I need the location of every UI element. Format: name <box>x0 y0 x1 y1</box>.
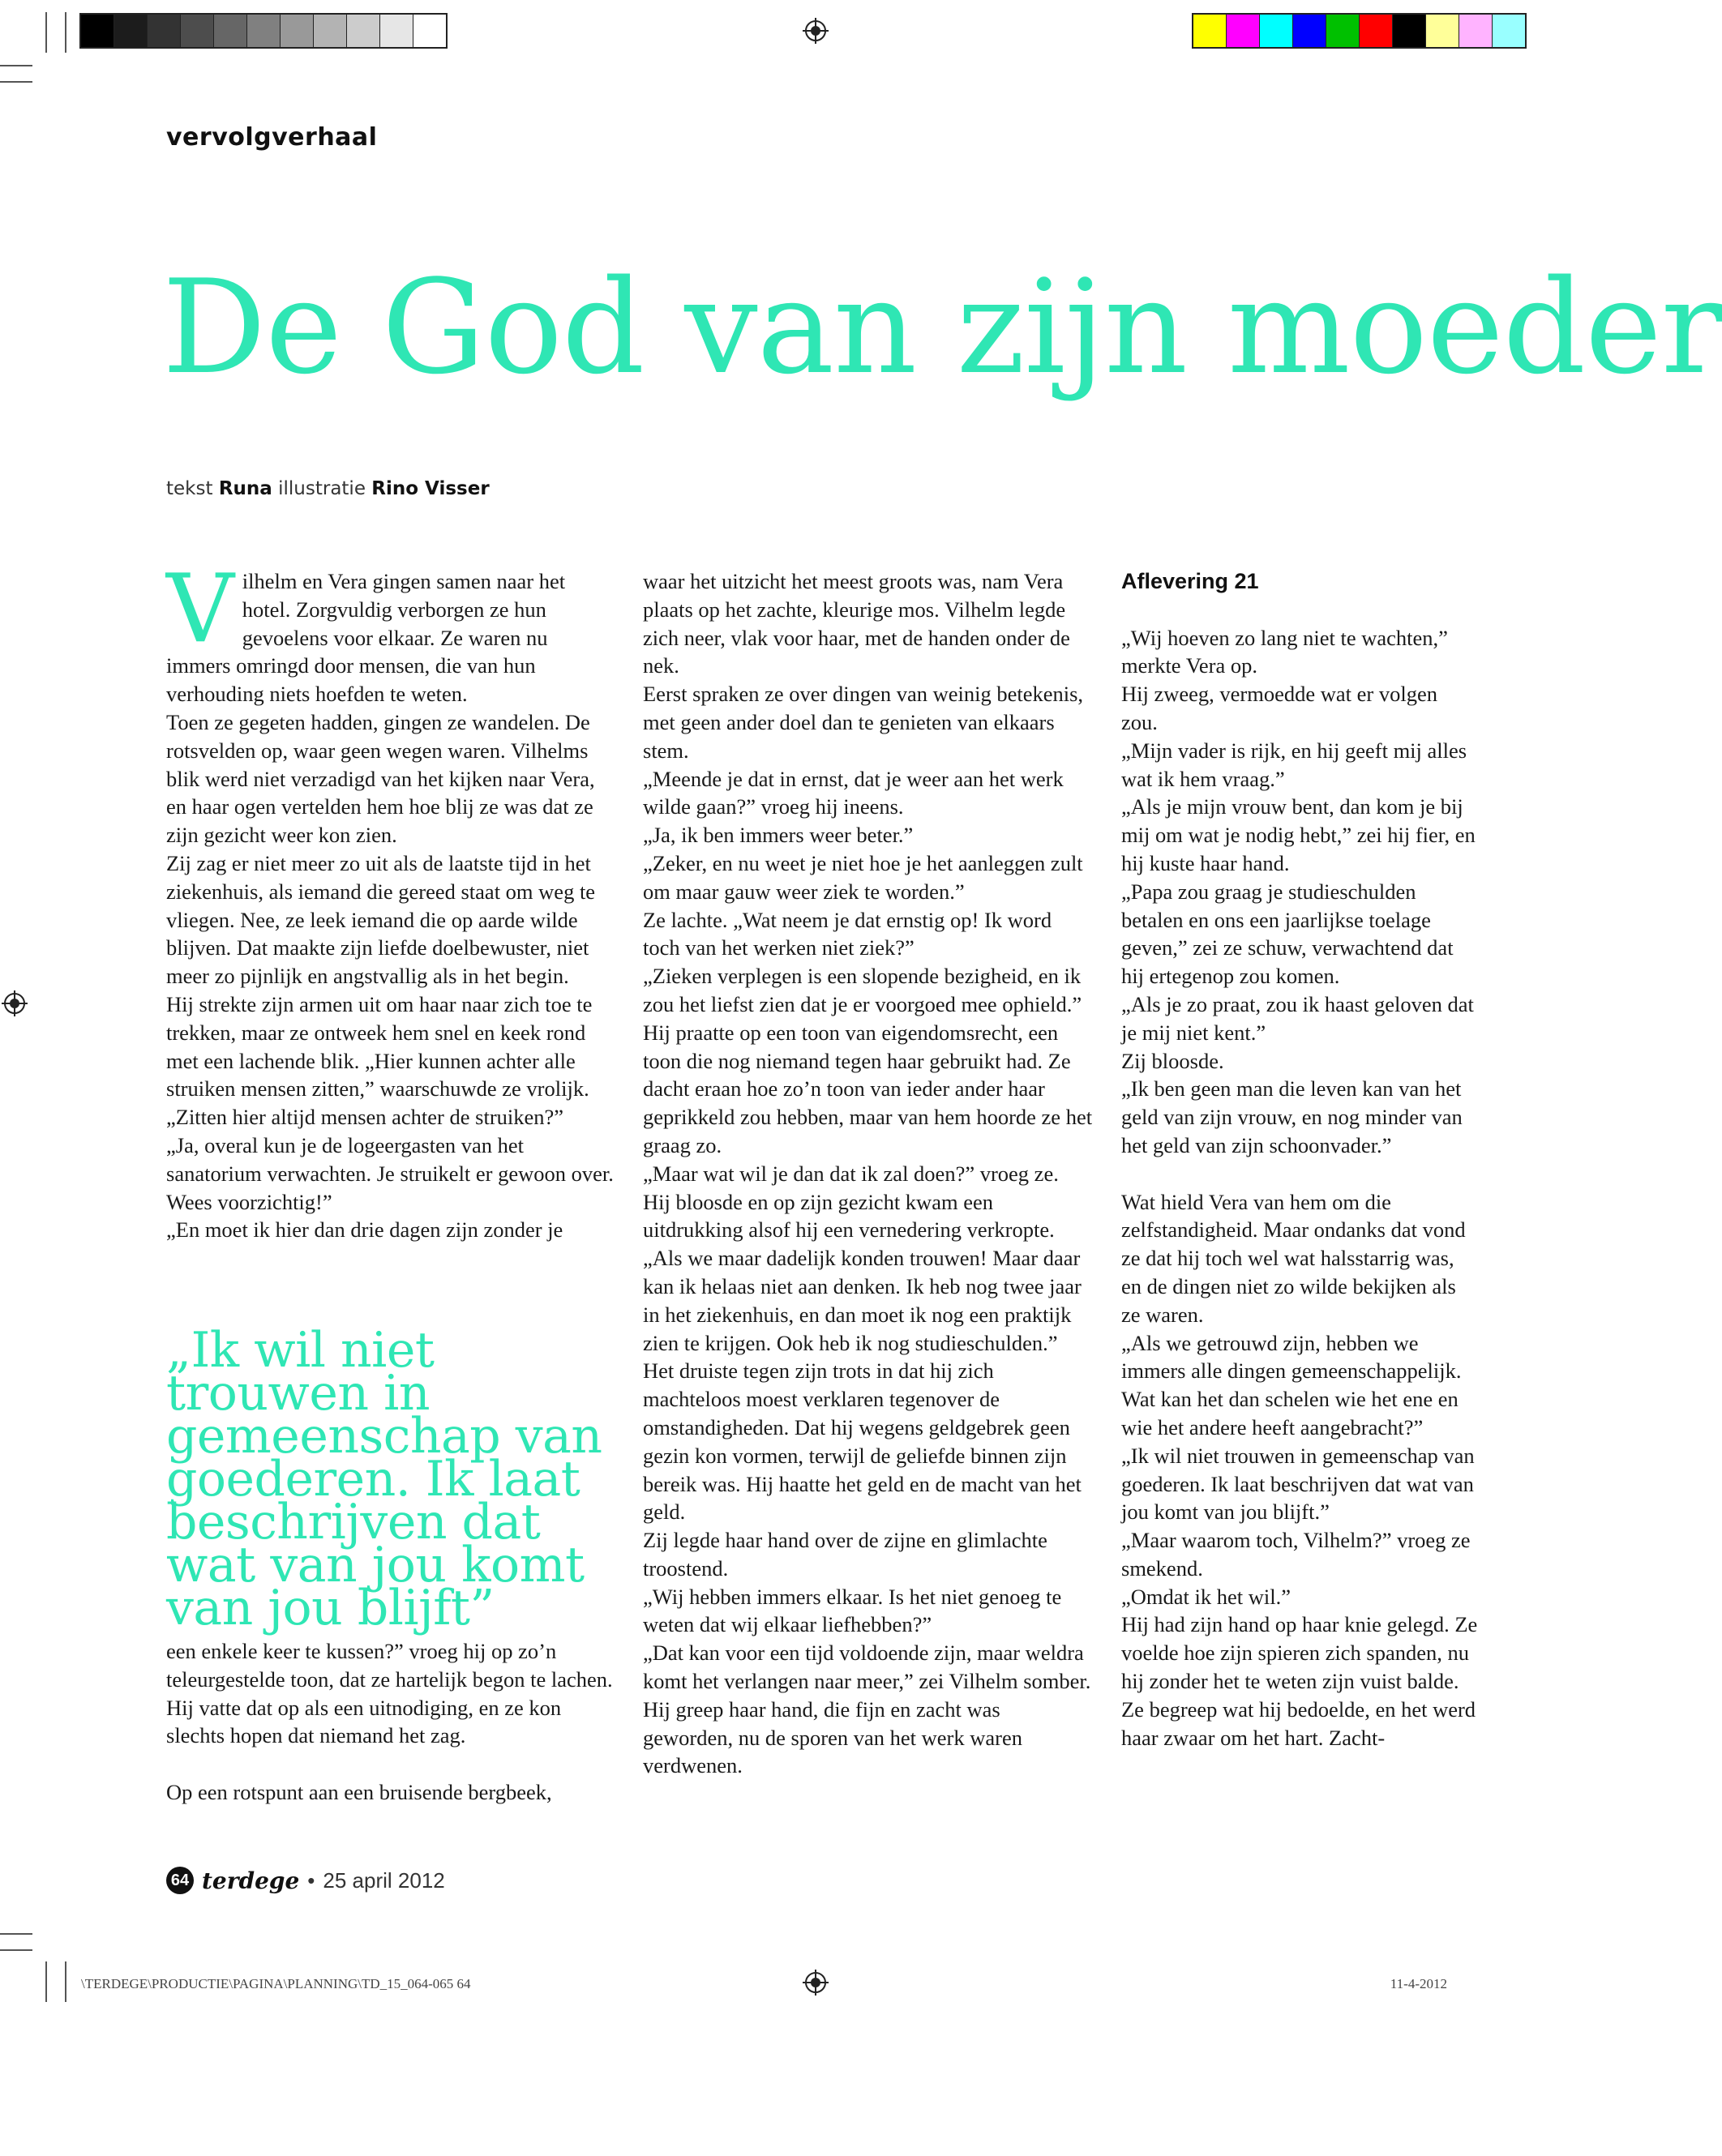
color-swatch <box>1193 15 1227 47</box>
issue-date: 25 april 2012 <box>323 1867 445 1893</box>
paragraph: „Ik wil niet trouwen in gemeenschap van goederen. Ik laat beschrijven dat wat van jou komt van jou blijft.” <box>1121 1443 1475 1525</box>
registration-mark-bottom <box>803 1970 829 1996</box>
crop-mark <box>0 65 32 66</box>
paragraph: „Dat kan voor een tijd voldoende zijn, maar weldra komt het verlangen naar meer,” zei Vilhelm somber. Hij greep haar hand, die fijn en zacht was geworden, nu de sporen van het werk waren verdwenen. <box>643 1641 1091 1778</box>
article-column-1 <box>166 554 616 1244</box>
paragraph: „Omdat ik het wil.” <box>1121 1584 1291 1609</box>
color-swatch <box>1459 15 1493 47</box>
gray-swatch <box>114 15 148 47</box>
episode-heading: Aflevering 21 <box>1121 569 1259 593</box>
gray-swatch <box>214 15 247 47</box>
paragraph: Hij had zijn hand op haar knie gelegd. Ze voelde hoe zijn spieren zich spanden, nu hij zonder het te weten zijn vuist balde. <box>1121 1612 1478 1694</box>
registration-mark-left <box>2 990 28 1016</box>
paragraph: „Als we maar dadelijk konden trouwen! Maar daar kan ik helaas niet aan denken. Ik heb nog twee jaar in het ziekenhuis, en dan moet ik nog een praktijk zien te krijgen. Ook heb ik nog studieschulden.” <box>643 1246 1082 1355</box>
page-number: 64 <box>166 1867 194 1894</box>
paragraph: „Ik ben geen man die leven kan van het geld van zijn vrouw, en nog minder van het geld van zijn schoonvader.” <box>1121 1076 1463 1157</box>
article-column-1-continued <box>166 1637 616 1807</box>
paragraph: „Mijn vader is rijk, en hij geeft mij alles wat ik hem vraag.” <box>1121 738 1467 791</box>
paragraph: „En moet ik hier dan drie dagen zijn zonder je <box>166 1217 563 1243</box>
paragraph: Zij zag er niet meer zo uit als de laatste tijd in het ziekenhuis, als iemand die gereed staat om weg te vliegen. Nee, ze leek iemand die op aarde wilde blijven. Dat maakte zijn liefde doelbewuster, niet meer zo pijnlijk en angstvallig als in het begin. <box>166 850 596 989</box>
paragraph: „Maar waarom toch, Vilhelm?” vroeg ze smekend. <box>1121 1528 1471 1581</box>
process-color-bar <box>1192 13 1527 49</box>
print-slug-date: 11-4-2012 <box>1390 1976 1447 1991</box>
gray-swatch <box>181 15 214 47</box>
paragraph: „Als we getrouwd zijn, hebben we immers alle dingen gemeenschappelijk. Wat kan het dan schelen wie het ene en wie het andere heeft aangebracht?” <box>1121 1330 1462 1439</box>
crop-mark <box>0 1949 32 1951</box>
gray-swatch <box>281 15 314 47</box>
paragraph: Ze lachte. „Wat neem je dat ernstig op! Ik word toch van het werken niet ziek?” <box>643 907 1052 960</box>
paragraph: Eerst spraken ze over dingen van weinig betekenis, met geen ander doel dan te genieten van elkaars stem. <box>643 682 1084 763</box>
footer-separator: • <box>307 1867 315 1893</box>
paragraph: „Wij hoeven zo lang niet te wachten,” merkte Vera op. <box>1121 625 1448 678</box>
paragraph: „Zitten hier altijd mensen achter de struiken?” <box>166 1105 564 1130</box>
paragraph: Toen ze gegeten hadden, gingen ze wandelen. De rotsvelden op, waar geen wegen waren. Vilhelms blik werd niet verzadigd van het kijken naar Vera, en haar ogen vertelden hem hoe blij ze was dat ze zijn gezicht weer kon zien. <box>166 709 595 848</box>
grayscale-color-bar <box>79 13 448 49</box>
page-footer <box>166 1867 445 1894</box>
paragraph: „Zeker, en nu weet je niet hoe je het aanleggen zult om maar gauw weer ziek te worden.” <box>643 850 1083 904</box>
paragraph: Zij bloosde. <box>1121 1048 1224 1073</box>
paragraph: waar het uitzicht het meest groots was, nam Vera plaats op het zachte, kleurige mos. Vilhelm legde zich neer, vlak voor haar, met de handen onder de nek. <box>643 569 1070 678</box>
color-swatch <box>1227 15 1260 47</box>
color-swatch <box>1326 15 1360 47</box>
illustrator-name: Rino Visser <box>371 478 490 499</box>
crop-mark <box>45 12 47 53</box>
paragraph: Hij strekte zijn armen uit om haar naar zich toe te trekken, maar ze ontweek hem snel en keek rond met een lachende blik. „Hier kunnen achter alle struiken mensen zitten,” waarschuwde ze vrolijk. <box>166 991 593 1102</box>
article-column-2 <box>643 567 1093 1780</box>
print-slug-path: \TERDEGE\PRODUCTIE\PAGINA\PLANNING\TD_15_064-065 64 <box>81 1976 471 1991</box>
color-swatch <box>1426 15 1459 47</box>
crop-mark <box>65 12 66 53</box>
paragraph: „Als je mijn vrouw bent, dan kom je bij mij om wat je nodig hebt,” zei hij fier, en hij kuste haar hand. <box>1121 794 1476 875</box>
crop-mark <box>0 1933 32 1935</box>
paragraph: ilhelm en Vera gingen samen naar het hotel. Zorgvuldig verborgen ze hun gevoelens voor elkaar. Ze waren nu immers omringd door mensen, die van hun verhouding niets hoefden te weten. <box>166 569 566 707</box>
pull-quote: „Ik wil niet trouwen in gemeenschap van goederen. Ik laat beschrijven dat wat van jou komt van jou blijft” <box>166 1322 602 1636</box>
paragraph: Hij bloosde en op zijn gezicht kwam een uitdrukking alsof hij een vernedering verkropte. <box>643 1189 1055 1243</box>
color-swatch <box>1393 15 1426 47</box>
color-swatch <box>1293 15 1326 47</box>
gray-swatch <box>347 15 380 47</box>
gray-swatch <box>413 15 446 47</box>
paragraph: „Ja, overal kun je de logeergasten van het sanatorium verwachten. Je struikelt er gewoon over. Wees voorzichtig!” <box>166 1132 614 1214</box>
paragraph: „Maar wat wil je dan dat ik zal doen?” vroeg ze. <box>643 1161 1059 1186</box>
gray-swatch <box>314 15 347 47</box>
drop-cap: V <box>166 554 234 664</box>
paragraph: Hij zweeg, vermoedde wat er volgen zou. <box>1121 682 1437 734</box>
credit-illustration-label: illustratie <box>278 478 366 499</box>
paragraph: Op een rotspunt aan een bruisende bergbeek, <box>166 1779 552 1804</box>
author-name: Runa <box>218 478 272 499</box>
gray-swatch <box>81 15 114 47</box>
section-label: vervolgverhaal <box>166 123 378 152</box>
byline <box>166 478 490 499</box>
paragraph: Wat hield Vera van hem om die zelfstandigheid. Maar ondanks dat vond ze dat hij toch wel wat halsstarrig was, en de dingen niet zo wilde bekijken als ze waren. <box>1121 1189 1466 1327</box>
registration-mark-top <box>803 18 829 44</box>
magazine-logo: terdege <box>202 1867 300 1894</box>
article-column-3 <box>1121 567 1478 1752</box>
paragraph: een enkele keer te kussen?” vroeg hij op zo’n teleurgestelde toon, dat ze hartelijk begon te lachen. <box>166 1639 613 1692</box>
paragraph: Hij vatte dat op als een uitnodiging, en ze kon slechts hopen dat niemand het zag. <box>166 1695 562 1748</box>
color-swatch <box>1260 15 1293 47</box>
color-swatch <box>1360 15 1393 47</box>
article-title: De God van zijn moeder <box>162 251 1722 403</box>
gray-swatch <box>148 15 181 47</box>
crop-mark <box>65 1961 66 2002</box>
paragraph: Ze begreep wat hij bedoelde, en het werd haar zwaar om het hart. Zacht- <box>1121 1696 1476 1750</box>
color-swatch <box>1493 15 1525 47</box>
paragraph: Hij praatte op een toon van eigendomsrecht, een toon die nog niemand tegen haar gebruikt had. Ze dacht eraan hoe zo’n toon van ieder ander haar geprikkeld zou hebben, maar van hem hoorde ze het graag zo. <box>643 1020 1093 1157</box>
gray-swatch <box>247 15 281 47</box>
gray-swatch <box>380 15 413 47</box>
paragraph: „Zieken verplegen is een slopende bezigheid, en ik zou het liefst zien dat je er voorgoed mee ophield.” <box>643 964 1082 1016</box>
credit-text-label: tekst <box>166 478 213 499</box>
paragraph: „Als je zo praat, zou ik haast geloven dat je mij niet kent.” <box>1121 991 1474 1045</box>
paragraph: Zij legde haar hand over de zijne en glimlachte troostend. <box>643 1528 1047 1581</box>
paragraph: Het druiste tegen zijn trots in dat hij zich machteloos moest verklaren tegenover de omstandigheden. Dat hij wegens geldgebrek geen gezin kon vormen, terwijl de geliefde binnen zijn bereik was. Hij haatte het geld en de macht van het geld. <box>643 1358 1082 1525</box>
crop-mark <box>0 81 32 83</box>
paragraph: „Meende je dat in ernst, dat je weer aan het werk wilde gaan?” vroeg hij ineens. <box>643 766 1064 819</box>
paragraph: „Ja, ik ben immers weer beter.” <box>643 823 914 848</box>
paragraph: „Wij hebben immers elkaar. Is het niet genoeg te weten dat wij elkaar liefhebben?” <box>643 1584 1062 1637</box>
crop-mark <box>45 1961 47 2002</box>
paragraph: „Papa zou graag je studieschulden betalen en ons een jaarlijkse toelage geven,” zei ze schuw, verwachtend dat hij ertegenop zou komen. <box>1121 879 1454 989</box>
